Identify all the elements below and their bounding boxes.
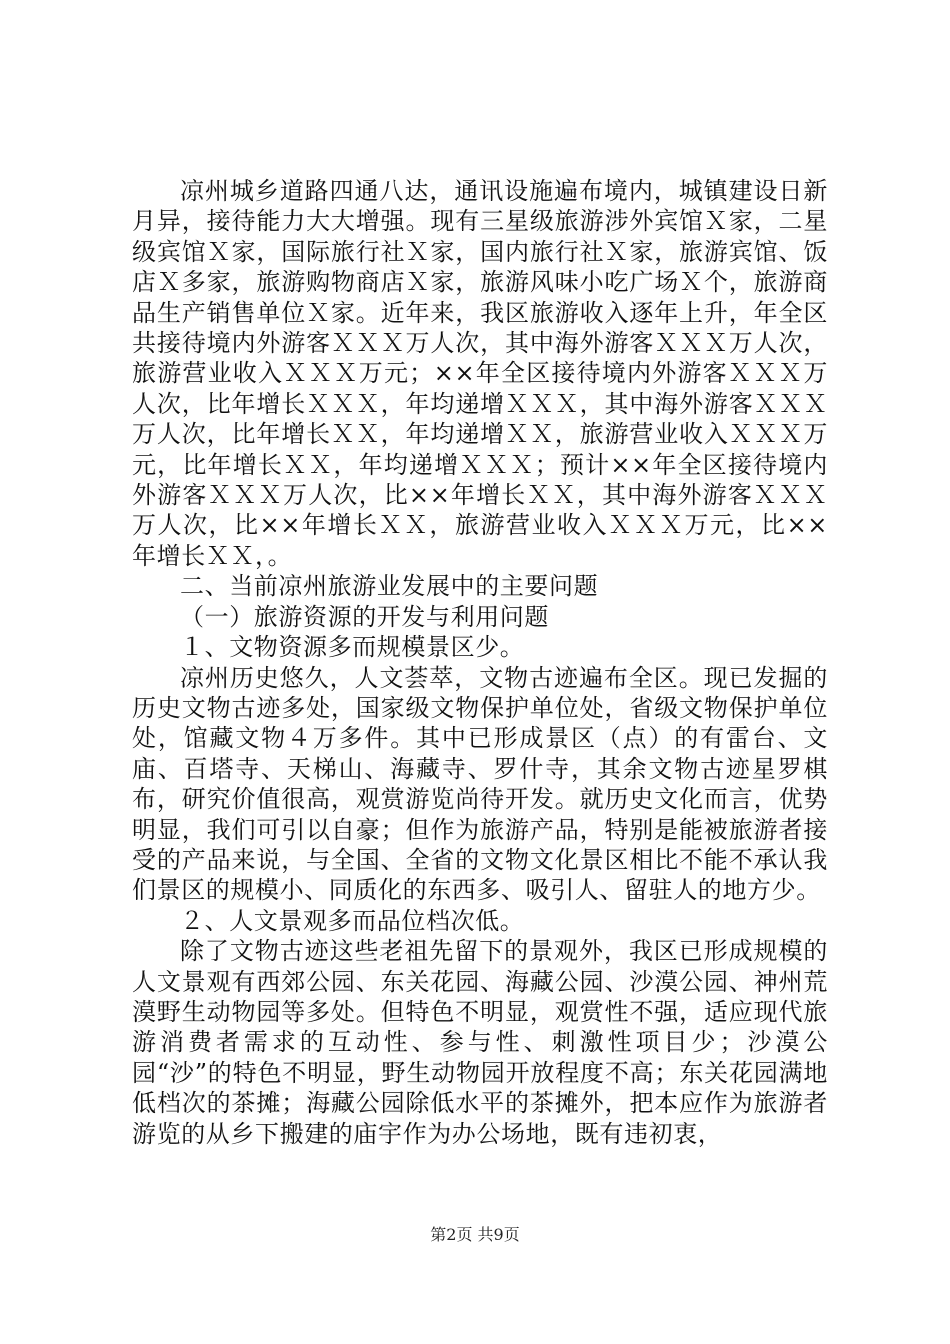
subsection-heading-resource-development: （一）旅游资源的开发与利用问题	[180, 602, 549, 631]
paragraph-facilities-statistics: 凉州城乡道路四通八达，通讯设施遍布境内，城镇建设日新月异，接待能力大大增强。现有三星级旅游涉外宾馆Ｘ家，二星级宾馆Ｘ家，国际旅行社Ｘ家，国内旅行社Ｘ家，旅游宾馆、饭店Ｘ多家，旅游购物商店Ｘ家，旅游风味小吃广场Ｘ个，旅游商品生产销售单位Ｘ家。近年来，我区旅游收入逐年上升，年全区共接待境内外游客ＸＸＸ万人次，其中海外游客ＸＸＸ万人次，旅游营业收入ＸＸＸ万元；××年全区接待境内外游客ＸＸＸ万人次，比年增长ＸＸＸ，年均递增ＸＸＸ，其中海外游客ＸＸＸ万人次，比年增长ＸＸ，年均递增ＸＸ，旅游营业收入ＸＸＸ万元，比年增长ＸＸ，年均递增ＸＸＸ；预计××年全区接待境内外游客ＸＸＸ万人次，比××年增长ＸＸ，其中海外游客ＸＸＸ万人次，比××年增长ＸＸ，旅游营业收入ＸＸＸ万元，比××年增长ＸＸ，。	[132, 177, 828, 570]
point-heading-cultural-landscapes: ２、人文景观多而品位档次低。	[180, 906, 525, 935]
paragraph-cultural-relics: 凉州历史悠久，人文荟萃，文物古迹遍布全区。现已发掘的历史文物古迹多处，国家级文物保护单位处，省级文物保护单位处，馆藏文物４万多件。其中已形成景区（点）的有雷台、文庙、百塔寺、天梯山、海藏寺、罗什寺，其余文物古迹星罗棋布，研究价值很高，观赏游览尚待开发。就历史文化而言，优势明显，我们可引以自豪；但作为旅游产品，特别是能被旅游者接受的产品来说，与全国、全省的文物文化景区相比不能不承认我们景区的规模小、同质化的东西多、吸引人、留驻人的地方少。	[132, 663, 828, 905]
paragraph-cultural-landscapes: 除了文物古迹这些老祖先留下的景观外，我区已形成规模的人文景观有西郊公园、东关花园、海藏公园、沙漠公园、神州荒漠野生动物园等多处。但特色不明显，观赏性不强，适应现代旅游消费者需求的互动性、参与性、刺激性项目少；沙漠公园“沙”的特色不明显，野生动物园开放程度不高；东关花园满地低档次的茶摊；海藏公园除低水平的茶摊外，把本应作为旅游者游览的从乡下搬建的庙宇作为办公场地，既有违初衷，	[132, 937, 828, 1148]
document-body	[132, 176, 828, 1149]
section-heading-main-problems: 二、当前凉州旅游业发展中的主要问题	[180, 572, 599, 601]
page-number-footer: 第2页 共9页	[430, 1225, 520, 1244]
point-heading-cultural-relics: １、文物资源多而规模景区少。	[180, 633, 525, 662]
